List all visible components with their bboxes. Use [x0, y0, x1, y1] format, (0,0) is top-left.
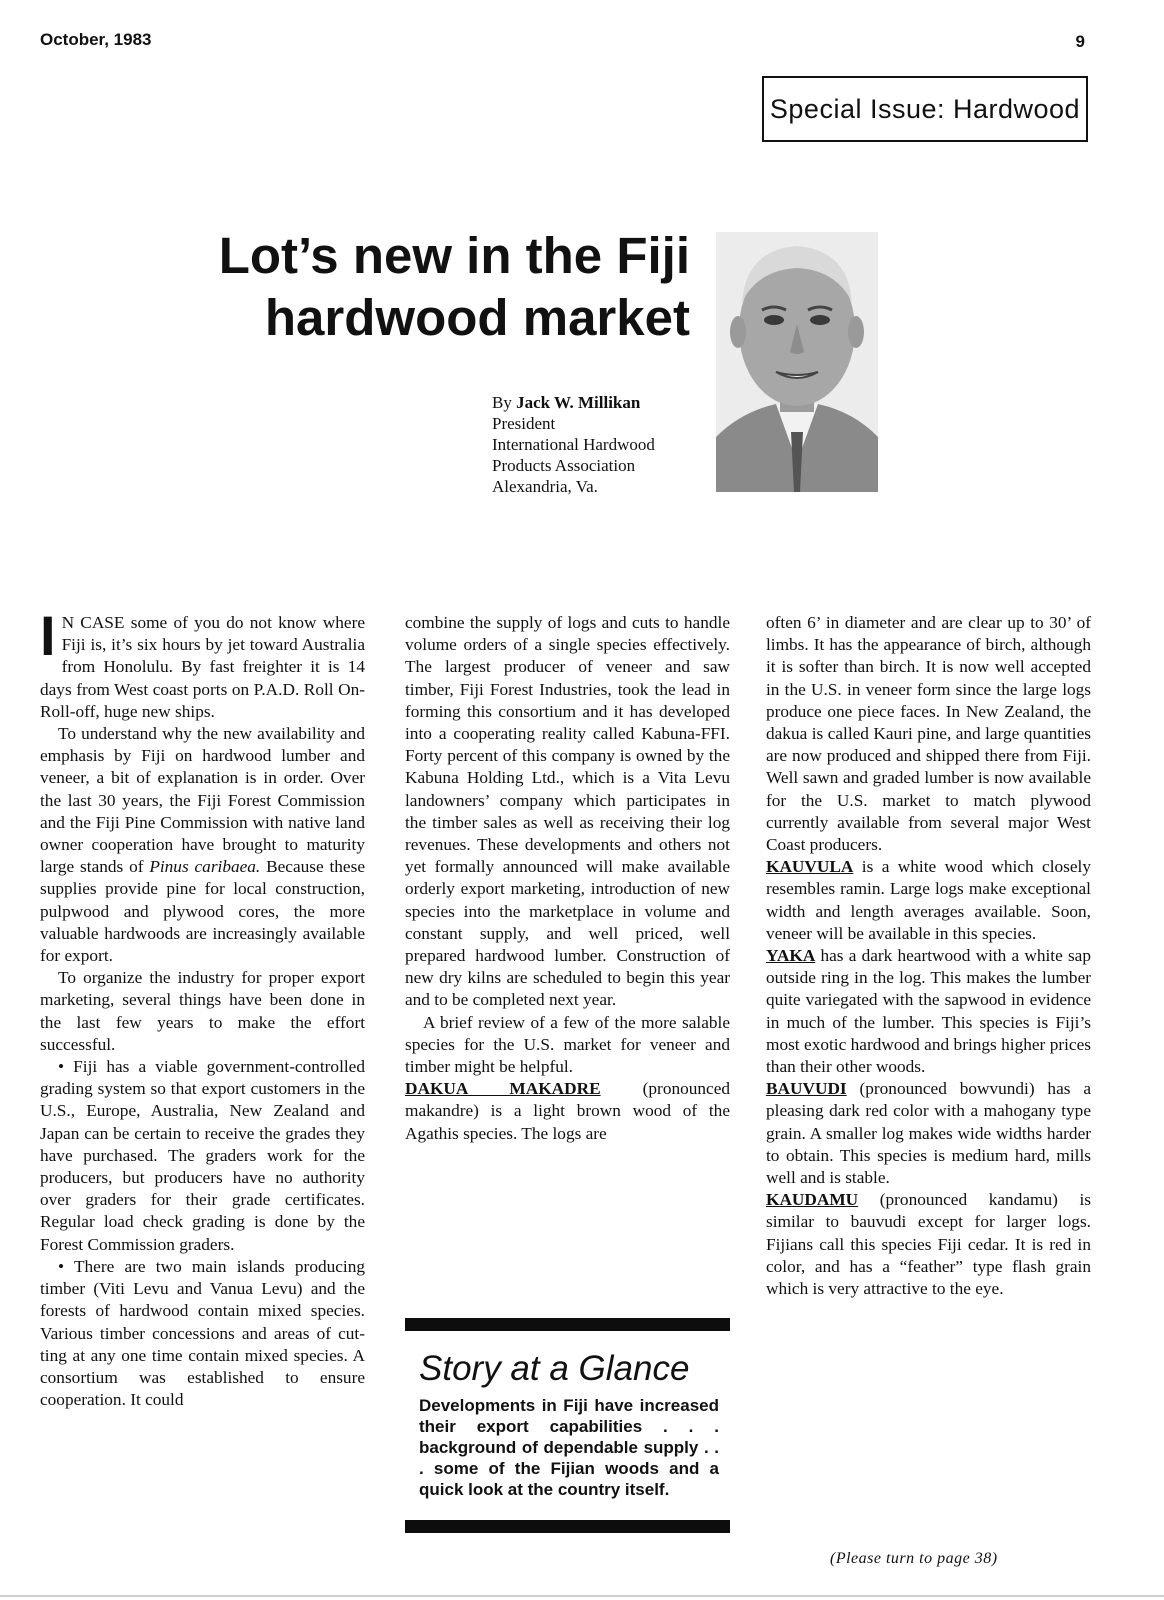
paragraph: combine the supply of logs and cuts to handle volume orders of a single species effectively. The largest producer of veneer and saw timber, Fiji Forest Industries, took the lead in forming this consortium and it has developed into a cooperating reality called Kabuna-FFI. Forty percent of this company is owned by the Kabuna Holding Ltd., which is a Vita Levu landowners’ company which participates in the timber sales as well as receiving their log revenues. These developments and others not yet formally announced will make available orderly export marketing, introduction of new species into the marketplace in volume and constant supply, and well priced, well prepared hardwood lumber. Construction of new dry kilns are scheduled to begin this year and to be completed next year. [405, 613, 730, 1010]
page-bottom-edge [0, 1595, 1164, 1597]
paragraph: To organize the industry for proper export marketing, several things have been done in the last few years to make the effort successful. [40, 968, 365, 1054]
author-location: Alexandria, Va. [492, 477, 598, 496]
article-column-2 [405, 612, 730, 1145]
species-paragraph: DAKUA MAKADRE (pronounced makandre) is a light brown wood of the Agathis species. The logs are [405, 1079, 730, 1143]
special-issue-label: Special Issue: Hardwood [769, 93, 1081, 124]
article-column-1 [40, 604, 365, 1411]
title-line-2: hardwood market [264, 289, 690, 346]
byline-by: By [492, 393, 517, 412]
author-photo [716, 232, 878, 492]
species-name: YAKA [766, 946, 816, 966]
paragraph: I N CASE some of you do not know where Fiji is, it’s six hours by jet toward Australia from Honolulu. By fast freighter it is 14 days from West coast ports on P.A.D. Roll On-Roll-off, huge new ships. [40, 604, 365, 721]
author-org-line1: International Hardwood [492, 435, 655, 454]
bullet-paragraph: • Fiji has a viable government-controlled grading system so that export customers in the U.S., Europe, Australia, New Zealand and Japan can be certain to receive the grades they have purchased. The graders work for the producers, but producers have no authority over graders for their grade certificates. Regular load check grading is done by the Forest Commission graders. [40, 1057, 365, 1254]
author-title: President [492, 414, 556, 433]
byline [492, 392, 655, 497]
continued-notice: (Please turn to page 38) [830, 1550, 998, 1567]
author-name: Jack W. Millikan [516, 393, 641, 412]
glance-bottom-rule [405, 1520, 730, 1533]
glance-top-rule [405, 1318, 730, 1331]
story-at-a-glance-box [405, 1318, 730, 1533]
species-paragraph: KAUDAMU (pronounced kandamu) is similar to bauvudi except for larger logs. Fijians call this species Fiji cedar. It is red in color, and has a “feather” type flash grain which is very attractive to the eye. [766, 1190, 1091, 1299]
page-number: 9 [1075, 32, 1085, 51]
species-name: BAUVUDI [766, 1079, 847, 1099]
bullet-paragraph: • There are two main islands producing timber (Viti Levu and Vanua Levu) and the forests of hardwood contain mixed species. Various timber concessions and areas of cutting at any one time contain mixed species. A consortium was established to ensure cooperation. It could [40, 1256, 365, 1410]
species-paragraph: KAUVULA is a white wood which closely resembles ramin. Large logs make exceptional width and length averages available. Soon, veneer will be available in this species. [766, 857, 1091, 943]
species-name: KAUDAMU [766, 1190, 859, 1210]
species-name: KAUVULA [766, 857, 854, 877]
special-issue-box [762, 76, 1088, 142]
author-portrait-image [716, 232, 878, 492]
author-org-line2: Products Association [492, 456, 636, 475]
paragraph: often 6’ in diameter and are clear up to 30’ of limbs. It has the appearance of birch, although it is softer than birch. It is now well accepted in the U.S. in veneer form since the large logs produce one piece faces. In New Zealand, the dakua is called Kauri pine, and large quantities are now produced and shipped there from Fiji. Well sawn and graded lumber is now available for the U.S. market to match plywood currently available from several major West Coast producers. [766, 613, 1091, 855]
species-paragraph: BAUVUDI (pronounced bowvundi) has a pleasing dark red color with a mahogany type grain. A smaller log makes wide widths harder to obtain. This species is medium hard, mills well and is stable. [766, 1079, 1091, 1188]
paragraph: To understand why the new availability and emphasis by Fiji on hardwood lumber and veneer, a bit of explanation is in order. Over the last 30 years, the Fiji Forest Commission and the Fiji Pine Commission with native land owner cooperation have brought to maturity large stands of Pinus caribaea. Because these supplies provide pine for local construction, pulpwood and plywood cores, the more valuable hardwoods are increasingly available for export. [40, 724, 365, 966]
glance-summary: Developments in Fiji have increased their export capabilities . . . background of dependable supply . . . some of the Fijian woods and a quick look at the country itself. [419, 1396, 719, 1499]
species-paragraph: YAKA has a dark heartwood with a white sap outside ring in the log. This makes the lumber quite variegated with the sapwood in evidence in much of the lumber. This species is Fiji’s most exotic hardwood and brings higher prices than their other woods. [766, 946, 1091, 1077]
issue-date: October, 1983 [40, 30, 152, 49]
article-column-3 [766, 612, 1091, 1300]
species-latin-name: Pinus caribaea. [149, 857, 261, 877]
title-line-1: Lot’s new in the Fiji [218, 227, 690, 284]
paragraph: A brief review of a few of the more salable species for the U.S. market for veneer and timber might be helpful. [405, 1012, 730, 1077]
glance-title: Story at a Glance [419, 1349, 690, 1388]
drop-cap: I [40, 604, 56, 667]
article-title [130, 225, 690, 349]
species-name: DAKUA MAKADRE [405, 1079, 601, 1099]
